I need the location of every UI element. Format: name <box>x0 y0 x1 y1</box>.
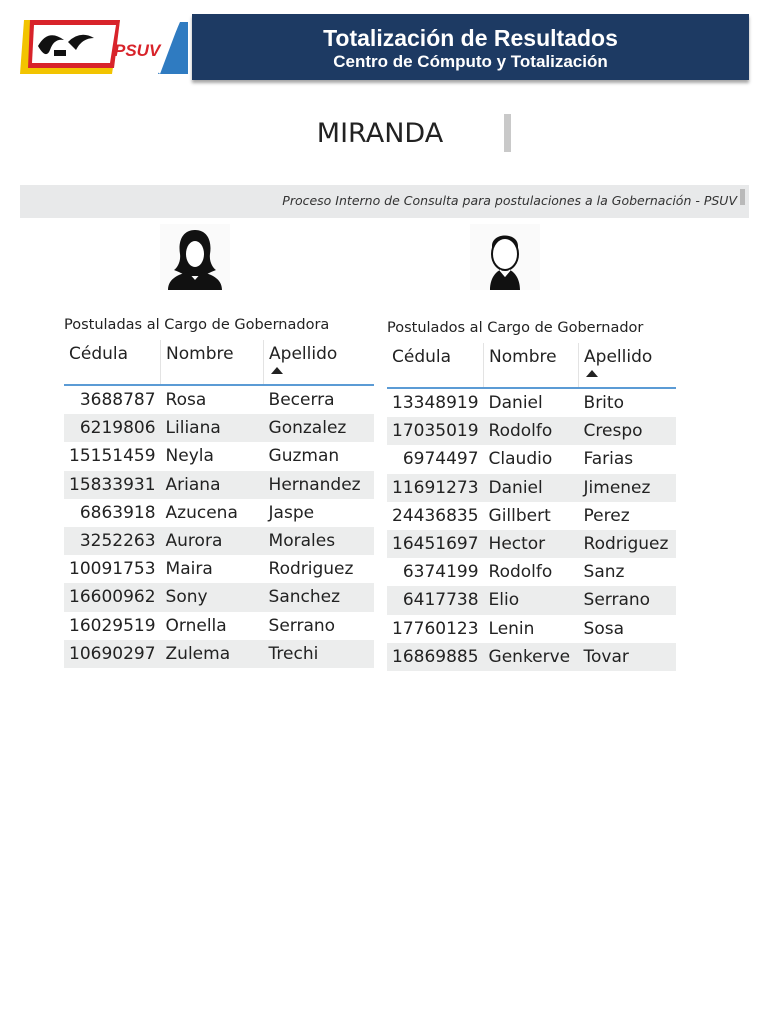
column-header-label: Cédula <box>69 344 129 364</box>
female-table-body <box>64 385 374 668</box>
cell-apellido: Guzman <box>268 446 340 467</box>
page-title: Totalización de Resultados <box>323 25 618 51</box>
column-header-label: Apellido <box>269 344 338 364</box>
cell-apellido: Gonzalez <box>264 414 374 442</box>
table-row[interactable] <box>64 499 374 527</box>
cell-nombre: Neyla <box>165 446 214 467</box>
table-row[interactable] <box>387 417 676 445</box>
cell-apellido: Trechi <box>264 640 374 668</box>
table-row[interactable] <box>64 612 374 640</box>
cell-cedula: 15833931 <box>64 471 161 499</box>
table-row[interactable] <box>387 530 676 558</box>
cell-nombre: Elio <box>484 586 579 614</box>
cell-apellido: Tovar <box>579 643 676 671</box>
cell-apellido: Crespo <box>579 417 676 445</box>
psuv-logo <box>20 16 190 78</box>
state-name: MIRANDA <box>316 118 444 149</box>
table-row[interactable] <box>64 385 374 414</box>
female-candidates-table <box>64 340 374 668</box>
cell-cedula: 10690297 <box>64 640 161 668</box>
cell-nombre: Zulema <box>161 640 264 668</box>
column-header-apellido[interactable] <box>579 343 676 388</box>
cell-cedula: 17760123 <box>392 618 479 639</box>
cell-nombre: Sony <box>161 583 264 611</box>
cell-cedula: 3252263 <box>64 527 161 555</box>
table-row[interactable] <box>387 615 676 643</box>
table-row[interactable] <box>387 474 676 502</box>
cell-apellido: Serrano <box>268 615 336 636</box>
cell-nombre: Gillbert <box>488 505 551 526</box>
state-scrollbar[interactable] <box>504 114 511 152</box>
male-table-body <box>387 388 676 671</box>
column-header-nombre[interactable] <box>484 343 579 388</box>
column-header-apellido[interactable] <box>264 340 374 385</box>
cell-cedula: 3688787 <box>79 390 156 411</box>
cell-apellido: Rodriguez <box>268 559 354 580</box>
cell-nombre: Claudio <box>488 449 553 470</box>
cell-cedula: 6863918 <box>79 502 156 523</box>
cell-cedula: 15151459 <box>69 446 156 467</box>
cell-apellido: Serrano <box>579 586 676 614</box>
table-row[interactable] <box>387 558 676 586</box>
table-row[interactable] <box>387 388 676 417</box>
cell-cedula: 6219806 <box>64 414 161 442</box>
column-header-label: Cédula <box>392 347 452 367</box>
page-subtitle: Centro de Cómputo y Totalización <box>333 52 608 71</box>
table-row[interactable] <box>64 583 374 611</box>
female-table-title: Postuladas al Cargo de Gobernadora <box>64 317 330 333</box>
table-row[interactable] <box>64 414 374 442</box>
sort-ascending-icon[interactable] <box>271 367 283 374</box>
male-table-title: Postulados al Cargo de Gobernador <box>387 320 644 336</box>
cell-cedula: 11691273 <box>387 474 484 502</box>
cell-cedula: 6974497 <box>402 449 479 470</box>
cell-nombre: Genkerve <box>484 643 579 671</box>
male-candidates-table <box>387 343 676 671</box>
cell-apellido: Jimenez <box>579 474 676 502</box>
cell-cedula: 6374199 <box>402 562 479 583</box>
process-scrollbar[interactable] <box>740 189 745 205</box>
cell-apellido: Rodriguez <box>579 530 676 558</box>
column-header-cedula[interactable] <box>64 340 161 385</box>
header-banner <box>192 14 749 80</box>
cell-nombre: Lenin <box>488 618 535 639</box>
cell-apellido: Becerra <box>268 390 335 411</box>
cell-nombre: Rodolfo <box>488 562 553 583</box>
psuv-logo-graphic <box>20 16 190 78</box>
cell-nombre: Daniel <box>488 393 543 414</box>
cell-nombre: Rosa <box>165 390 207 411</box>
logo-text: PSUV <box>114 41 161 60</box>
cell-apellido: Sanz <box>583 562 625 583</box>
cell-cedula: 6417738 <box>387 586 484 614</box>
table-row[interactable] <box>64 471 374 499</box>
table-row[interactable] <box>387 586 676 614</box>
process-bar <box>20 185 749 218</box>
cell-cedula: 16869885 <box>387 643 484 671</box>
cell-cedula: 13348919 <box>392 393 479 414</box>
cell-apellido: Hernandez <box>264 471 374 499</box>
table-row[interactable] <box>387 502 676 530</box>
cell-cedula: 16600962 <box>64 583 161 611</box>
male-avatar-icon <box>470 224 540 290</box>
cell-nombre: Liliana <box>161 414 264 442</box>
cell-apellido: Sosa <box>583 618 624 639</box>
cell-apellido: Jaspe <box>268 502 315 523</box>
cell-nombre: Azucena <box>165 502 238 523</box>
column-header-cedula[interactable] <box>387 343 484 388</box>
cell-cedula: 24436835 <box>392 505 479 526</box>
column-header-label: Apellido <box>584 347 653 367</box>
process-text: Proceso Interno de Consulta para postulaciones a la Gobernación - PSUV <box>282 193 737 208</box>
table-row[interactable] <box>64 442 374 470</box>
cell-apellido: Farias <box>583 449 634 470</box>
table-row[interactable] <box>387 445 676 473</box>
cell-cedula: 10091753 <box>69 559 156 580</box>
cell-apellido: Morales <box>264 527 374 555</box>
table-row[interactable] <box>64 640 374 668</box>
female-avatar-icon <box>160 224 230 290</box>
table-row[interactable] <box>64 527 374 555</box>
cell-nombre: Aurora <box>161 527 264 555</box>
cell-nombre: Daniel <box>484 474 579 502</box>
sort-ascending-icon[interactable] <box>586 370 598 377</box>
column-header-label: Nombre <box>166 344 234 364</box>
cell-nombre: Hector <box>484 530 579 558</box>
cell-cedula: 17035019 <box>387 417 484 445</box>
table-row[interactable] <box>64 555 374 583</box>
table-header-row <box>387 343 676 388</box>
table-header-row <box>64 340 374 385</box>
cell-nombre: Ornella <box>165 615 227 636</box>
cell-nombre: Maira <box>165 559 213 580</box>
column-header-label: Nombre <box>489 347 557 367</box>
cell-apellido: Sanchez <box>264 583 374 611</box>
cell-nombre: Rodolfo <box>484 417 579 445</box>
cell-cedula: 16451697 <box>387 530 484 558</box>
cell-cedula: 16029519 <box>69 615 156 636</box>
table-row[interactable] <box>387 643 676 671</box>
column-header-nombre[interactable] <box>161 340 264 385</box>
cell-apellido: Brito <box>583 393 624 414</box>
cell-nombre: Ariana <box>161 471 264 499</box>
cell-apellido: Perez <box>583 505 630 526</box>
